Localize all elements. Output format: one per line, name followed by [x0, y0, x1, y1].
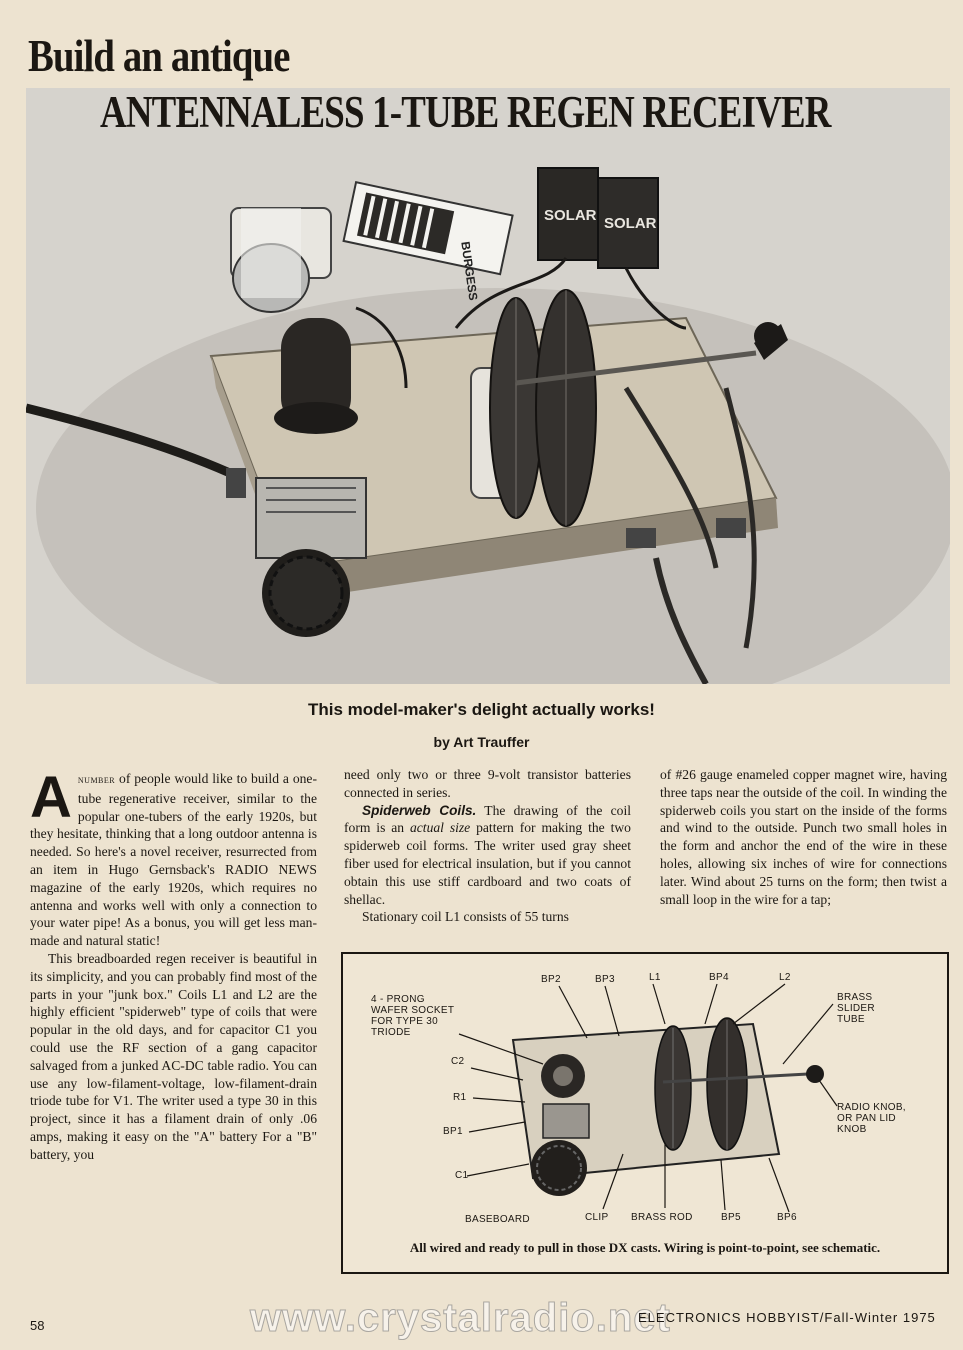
- article-column-2: [344, 766, 631, 926]
- watermark: www.crystalradio.net: [250, 1296, 671, 1340]
- paragraph-batteries: need only two or three 9-volt transistor batteries connected in series.: [344, 767, 631, 800]
- article-column-1: [30, 765, 317, 1164]
- paragraph-breadboard: This breadboarded regen receiver is beautiful in its simplicity, and you can probably find most of the parts in your "junk box." Coils L1 and L2 are the highly efficient "spiderweb" type of coils that were popular in the old days, and for capacitor C1 you could use the RF section of a gang capacitor salvaged from a junked AC-DC table radio. You can use any low-filament-voltage, low-filament-drain triode tube for V1. The writer used a type 30 in this project, since it has a filament drain of only .06 amps, making it easy on the "A" battery For a "B" battery, you: [30, 950, 317, 1162]
- diagram-caption: All wired and ready to pull in those DX casts. Wiring is point-to-point, see schematic.: [409, 1240, 881, 1255]
- label-bp2: BP2: [541, 974, 561, 985]
- magazine-footer: ELECTRONICS HOBBYIST/Fall-Winter 1975: [638, 1310, 936, 1325]
- page-number: 58: [30, 1318, 45, 1333]
- label-l1: L1: [649, 972, 661, 983]
- label-bp3: BP3: [595, 974, 615, 985]
- spiderweb-text-a: The drawing of the coil form is an: [344, 802, 632, 836]
- article-kicker: Build an antique: [28, 31, 290, 81]
- paragraph-intro-text: of people would like to build a one-tube regenerative receiver, similar to the popular one-tubers of the early 1920s, but they hesitate, thinking that a long outdoor antenna is needed. So here's a novel receiver, resurrected from an item in Hugo Gernsback's RADIO NEWS magazine of the early 1920s, which requires no antenna and works well with only a connection to your water pipe! As a bonus, you will get less man-made and natural static!: [30, 771, 317, 949]
- paragraph-coil-l1: Stationary coil L1 consists of 55 turns: [362, 909, 569, 925]
- label-radio-knob: RADIO KNOB, OR PAN LID KNOB: [837, 1102, 906, 1135]
- label-socket: 4 - PRONG WAFER SOCKET FOR TYPE 30 TRIODE: [371, 994, 455, 1038]
- article-byline: by Art Trauffer: [433, 734, 530, 750]
- drop-cap: A: [30, 765, 72, 830]
- wiring-diagram: [341, 952, 949, 1274]
- label-bp4: BP4: [709, 972, 729, 983]
- lead-smallcaps: number: [77, 774, 116, 786]
- article-column-3: [660, 766, 947, 908]
- spiderweb-text-b: pattern for making the two spiderweb coil forms. The writer used gray sheet fiber used for electrical insulation, but if you cannot obtain this use stiff cardboard and two coats of shellac.: [344, 820, 631, 907]
- label-r1: R1: [453, 1092, 467, 1103]
- paragraph-spiderweb: [344, 802, 631, 909]
- article-title: ANTENNALESS 1-TUBE REGEN RECEIVER: [100, 87, 831, 137]
- label-clip: CLIP: [585, 1212, 609, 1223]
- label-l2: L2: [779, 972, 791, 983]
- label-c2: C2: [451, 1056, 465, 1067]
- label-brass-slider: BRASS SLIDER TUBE: [837, 992, 875, 1025]
- label-bp6: BP6: [777, 1212, 797, 1223]
- label-bp1: BP1: [443, 1126, 463, 1137]
- transistor-battery-label-1: SOLAR: [544, 207, 597, 224]
- label-brass-rod: BRASS ROD: [631, 1212, 693, 1223]
- section-heading-spiderweb: Spiderweb Coils.: [362, 802, 477, 818]
- label-baseboard: BASEBOARD: [465, 1214, 530, 1225]
- spiderweb-emphasis: actual size: [409, 820, 471, 836]
- label-c1: C1: [455, 1170, 469, 1181]
- article-subtitle: This model-maker's delight actually works!: [308, 700, 655, 719]
- label-bp5: BP5: [721, 1212, 741, 1223]
- receiver-photo: [26, 88, 950, 684]
- transistor-battery-label-2: SOLAR: [604, 215, 657, 232]
- receiver-photo-illustration: [26, 88, 950, 684]
- battery-brand-label: BURGESS: [458, 240, 481, 302]
- paragraph-winding: of #26 gauge enameled copper magnet wire, having three taps near the outside of the coil. In winding the spiderweb coils you start on the inside of the forms and wind to the outside. Punch two small holes in the form and anchor the end of the wire in these holes, allowing six inches of wire for connections later. Wind about 25 turns on the form; then twist a small loop in the wire for a tap;: [660, 767, 947, 907]
- paragraph-intro: [30, 765, 317, 950]
